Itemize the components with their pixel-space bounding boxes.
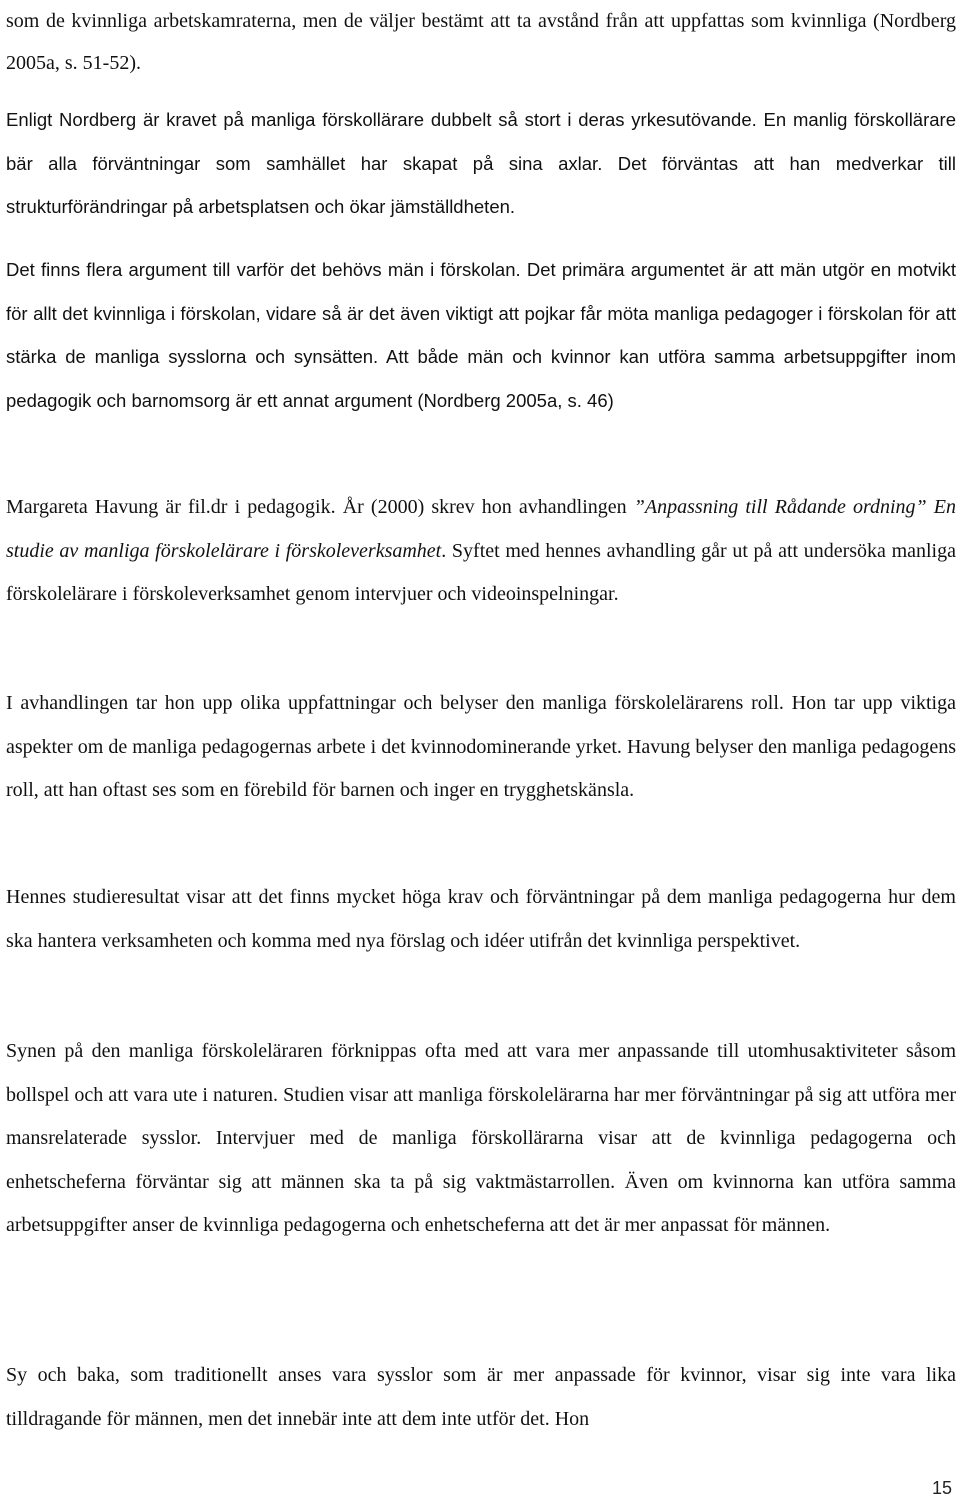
paragraph-2: Enligt Nordberg är kravet på manliga förskollärare dubbelt så stort i deras yrkesutövande. En manlig förskollärare bär alla förväntningar som samhället har skapat på sina axlar. Det förväntas att han medverkar till strukturförändringar på arbetsplatsen och ökar jämställdheten. bbox=[6, 109, 956, 217]
page-number: 15 bbox=[931, 1478, 952, 1498]
paragraph-4-intro: Margareta Havung är fil.dr i pedagogik. År (2000) skrev hon avhandlingen bbox=[6, 496, 634, 518]
dissertation-title: ”Anpassning till Rådande ordning” En studie av manliga förskolelärare i förskoleverksamhet bbox=[6, 496, 957, 562]
paragraph-6: Hennes studieresultat visar att det finns mycket höga krav och förväntningar på dem manliga pedagogerna hur dem ska hantera verksamheten och komma med nya förslag och idéer utifrån det kvinnliga perspektivet. bbox=[6, 886, 956, 952]
paragraph-8: Sy och baka, som traditionellt anses vara sysslor som är mer anpassade för kvinnor, visar sig inte vara lika tilldragande för männen, men det innebär inte att dem inte utför det. Hon bbox=[6, 1364, 956, 1430]
paragraph-4 bbox=[6, 486, 956, 617]
paragraph-7: Synen på den manliga förskoleläraren förknippas ofta med att vara mer anpassande till utomhusaktiviteter såsom bollspel och att vara ute i naturen. Studien visar att manliga förskolelärarna har mer förväntningar på sig att utföra mer mansrelaterade sysslor. Intervjuer med de manliga förskollärarna visar att de kvinnliga pedagogerna och enhetscheferna förväntar sig att männen ska ta på sig vaktmästarrollen. Även om kvinnorna kan utföra samma arbetsuppgifter anser de kvinnliga pedagogerna och enhetscheferna att det är mer anpassat för männen. bbox=[6, 1040, 956, 1236]
paragraph-3: Det finns flera argument till varför det behövs män i förskolan. Det primära argumentet är att män utgör en motvikt för allt det kvinnliga i förskolan, vidare så är det även viktigt att pojkar får möta manliga pedagoger i förskolan för att stärka de manliga sysslorna och synsätten. Att både män och kvinnor kan utföra samma arbetsuppgifter inom pedagogik och barnomsorg är ett annat argument (Nordberg 2005a, s. 46) bbox=[6, 259, 956, 411]
paragraph-5: I avhandlingen tar hon upp olika uppfattningar och belyser den manliga förskolelärarens roll. Hon tar upp viktiga aspekter om de manliga pedagogernas arbete i det kvinnodominerande yrket. Havung belyser den manliga pedagogens roll, att han oftast ses som en förebild för barnen och inger en trygghetskänsla. bbox=[6, 692, 956, 801]
paragraph-1: som de kvinnliga arbetskamraterna, men de väljer bestämt att ta avstånd från att uppfattas som kvinnliga (Nordberg 2005a, s. 51-52). bbox=[6, 10, 956, 74]
paragraph-4-rest: . Syftet med hennes avhandling går ut på att undersöka manliga förskolelärare i förskoleverksamhet genom intervjuer och videoinspelningar. bbox=[6, 539, 956, 605]
